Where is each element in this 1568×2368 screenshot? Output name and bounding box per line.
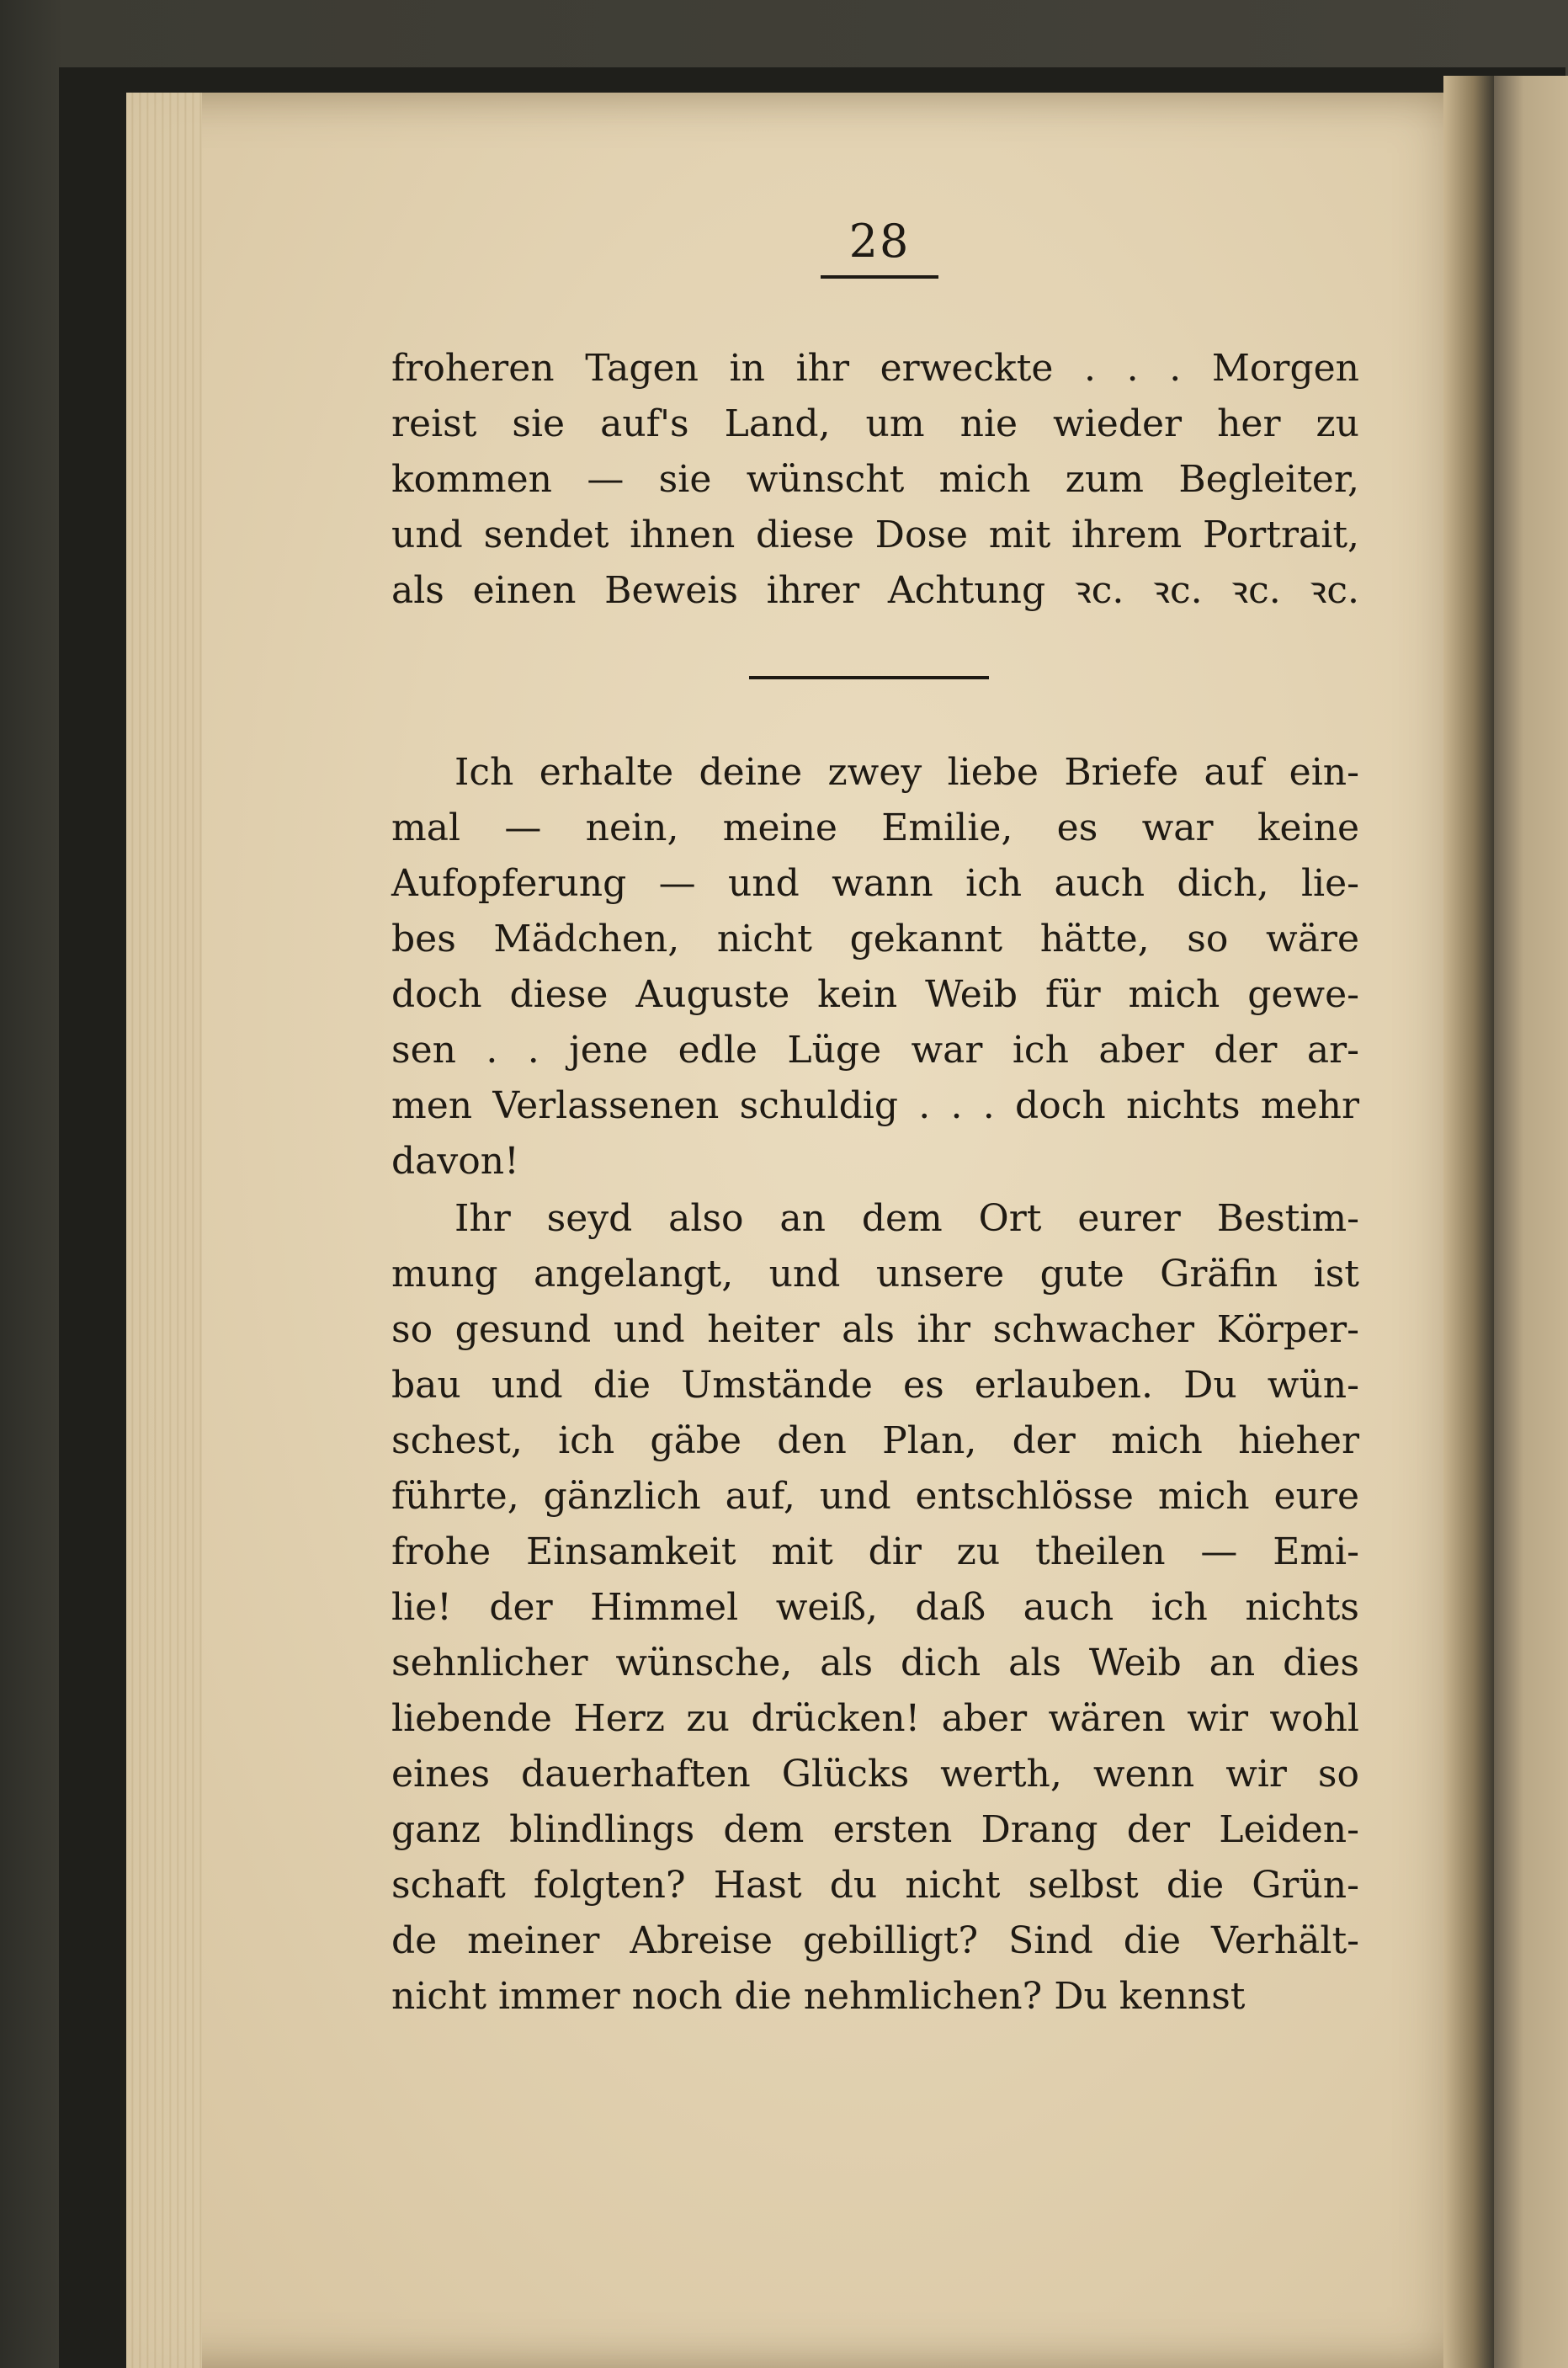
facing-page-edge: [1494, 76, 1568, 2368]
paragraph-2: [391, 745, 1359, 1189]
text-line: schest, ich gäbe den Plan, der mich hieher: [391, 1419, 1359, 1462]
section-divider: [749, 676, 989, 679]
text-line: doch diese Auguste kein Weib für mich gewe-: [391, 973, 1359, 1016]
text-line: froheren Tagen in ihr erweckte . . . Morgen: [391, 347, 1359, 390]
text-line: führte, gänzlich auf, und entschlösse mich eure: [391, 1475, 1359, 1518]
text-line: davon!: [391, 1140, 519, 1183]
page-stack-edge: [126, 93, 202, 2368]
paragraph-3: [391, 1191, 1359, 2025]
text-line: eines dauerhaften Glücks werth, wenn wir so: [391, 1753, 1359, 1796]
text-line: so gesund und heiter als ihr schwacher Körper-: [391, 1308, 1359, 1351]
text-line: sehnlicher wünsche, als dich als Weib an dies: [391, 1642, 1359, 1684]
text-line: Ich erhalte deine zwey liebe Briefe auf ein-: [454, 751, 1359, 794]
text-line: schaft folgten? Hast du nicht selbst die Grün-: [391, 1864, 1359, 1907]
text-line: nicht immer noch die nehmlichen? Du kennst: [391, 1975, 1246, 2018]
text-line: ganz blindlings dem ersten Drang der Leiden-: [391, 1808, 1359, 1851]
text-line: mal — nein, meine Emilie, es war keine: [391, 806, 1359, 849]
paragraph-1: [391, 341, 1359, 619]
text-line: bes Mädchen, nicht gekannt hätte, so wäre: [391, 918, 1359, 961]
text-line: bau und die Umstände es erlauben. Du wün-: [391, 1364, 1359, 1407]
text-line: reist sie auf's Land, um nie wieder her zu: [391, 402, 1359, 445]
text-line: frohe Einsamkeit mit dir zu theilen — Emi-: [391, 1530, 1359, 1573]
text-line: liebende Herz zu drücken! aber wären wir wohl: [391, 1697, 1359, 1740]
text-line: men Verlassenen schuldig . . . doch nichts mehr: [391, 1084, 1359, 1127]
book-gutter: [1443, 76, 1494, 2368]
text-line: mung angelangt, und unsere gute Gräfin ist: [391, 1253, 1359, 1296]
text-line: de meiner Abreise gebilligt? Sind die Verhält-: [391, 1919, 1359, 1962]
page-number-rule: [821, 275, 938, 279]
text-line: als einen Beweis ihrer Achtung ꝛc. ꝛc. ꝛc. ꝛc.: [391, 569, 1359, 612]
text-line: lie! der Himmel weiß, daß auch ich nichts: [391, 1586, 1359, 1629]
page-number: 28: [848, 215, 911, 268]
text-line: sen . . jene edle Lüge war ich aber der ar-: [391, 1029, 1359, 1072]
text-line: kommen — sie wünscht mich zum Begleiter,: [391, 458, 1359, 501]
text-line: Aufopferung — und wann ich auch dich, lie-: [391, 862, 1359, 905]
text-line: und sendet ihnen diese Dose mit ihrem Portrait,: [391, 514, 1359, 556]
text-line: Ihr seyd also an dem Ort eurer Bestim-: [454, 1197, 1359, 1240]
